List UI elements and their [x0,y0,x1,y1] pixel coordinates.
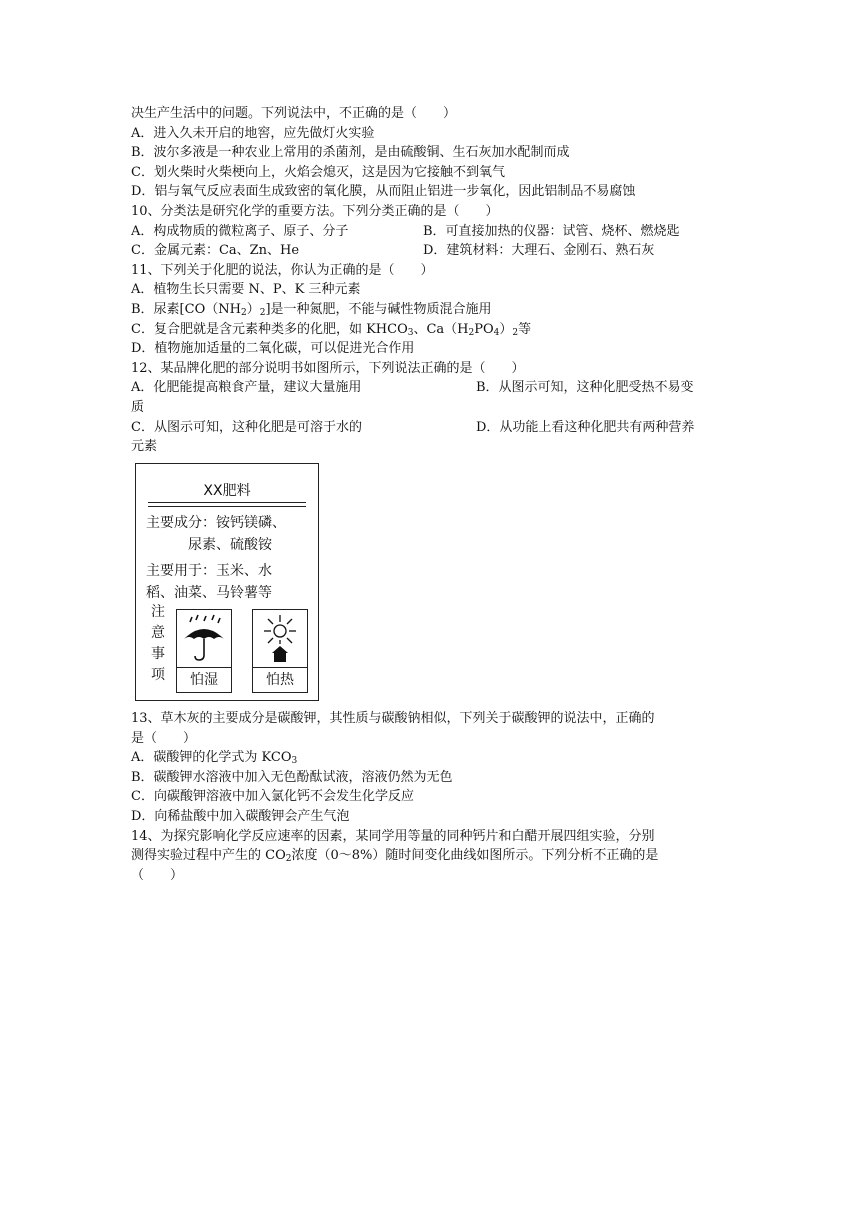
q9-option-c: C．划火柴时火柴梗向上，火焰会熄灭，这是因为它接触不到氧气 [131,164,505,180]
q11-b-sub: 2 [240,307,247,318]
q13-a-sub: 3 [291,756,298,767]
q11-option-a: A．植物生长只需要 N、P、K 三种元素 [131,282,361,298]
use-line-1: 主要用于：玉米、水 [146,563,272,579]
q12-options-ab [131,378,731,398]
q11-option-b [131,300,731,320]
fear-moisture-box [176,609,232,693]
q11-c-sub3: 4 [493,327,500,338]
fear-heat-caption: 怕热 [253,667,307,692]
q10-option-a: A．构成物质的微粒离子、原子、分子 [131,223,349,239]
q14-stem-2 [131,846,731,866]
q14-sub: 2 [285,854,292,865]
fear-moisture-caption: 怕湿 [177,667,231,692]
sun-heat-icon [256,613,304,665]
ingredients-line-2: 尿素、硫酸铵 [188,537,272,553]
q12-options-cd [131,418,731,438]
q13-option-c: C．向碳酸钾溶液中加入氯化钙不会发生化学反应 [131,789,414,805]
notes-char-4: 项 [151,667,165,683]
q12-option-d-wrap: 元素 [131,439,158,455]
q9-option-d: D．铝与氧气反应表面生成致密的氧化膜，从而阻止铝进一步氧化，因此铝制品不易腐蚀 [131,184,636,200]
q11-stem: 11、下列关于化肥的说法，你认为正确的是（ ） [131,262,434,278]
q9-continuation: 决生产生活中的问题。下列说法中，不正确的是（ ） [131,106,457,121]
q11-option-d: D．植物施加适量的二氧化碳，可以促进光合作用 [131,341,415,357]
q12-option-b-wrap: 质 [131,399,145,415]
fear-heat-box [252,609,308,693]
q11-b-text3: ]是一种氮肥，不能与碱性物质混合施用 [265,301,492,317]
q10-option-d: D．建筑材料：大理石、金刚石、熟石灰 [423,243,655,259]
q11-c-sub: 3 [407,327,414,338]
q11-b-sub2: 2 [259,307,266,318]
q10-option-c: C．金属元素：Ca、Zn、He [131,243,300,259]
q12-option-a: A．化肥能提高粮食产量，建议大量施用 [131,380,362,396]
q13-option-b: B．碳酸钾水溶液中加入无色酚酞试液，溶液仍然为无色 [131,769,453,785]
title-rule-2 [148,506,306,507]
q10-option-b: B．可直接加热的仪器：试管、烧杯、燃烧匙 [423,223,680,239]
q10-stem: 10、分类法是研究化学的重要方法。下列分类正确的是（ ） [131,203,499,219]
fertilizer-label-figure [135,463,319,701]
q14-stem-1: 14、为探究影响化学反应速率的因素，某同学用等量的同种钙片和白醋开展四组实验，分别 [131,828,655,844]
q12-option-b: B．从图示可知，这种化肥受热不易变 [476,380,694,396]
q9-option-b: B．波尔多液是一种农业上常用的杀菌剂，是由硫酸铜、生石灰加水配制而成 [131,145,570,161]
q11-c-text4: ） [499,321,513,337]
q11-c-text3: PO [474,321,494,337]
q14-text2: 浓度（0～8%）随时间变化曲线如图所示。下列分析不正确的是 [291,848,659,864]
q11-c-sub2: 2 [468,327,475,338]
q13-option-d: D．向稀盐酸中加入碳酸钾会产生气泡 [131,808,350,824]
use-line-2: 稻、油菜、马铃薯等 [146,585,272,601]
q11-c-text2: 、Ca（H [413,321,469,337]
q12-option-c: C．从图示可知，这种化肥是可溶于水的 [131,419,362,435]
q12-stem: 12、某品牌化肥的部分说明书如图所示，下列说法正确的是（ ） [131,360,525,376]
notes-char-2: 意 [151,625,165,641]
q11-c-text: C．复合肥就是含元素种类多的化肥，如 KHCO [131,321,408,337]
q10-options-ab [131,222,731,242]
notes-vertical-label [150,602,166,686]
q11-b-text2: ） [246,301,260,317]
q11-c-sub4: 2 [512,327,519,338]
q14-text: 测得实验过程中产生的 CO [131,848,286,864]
notes-char-3: 事 [151,646,165,662]
q11-b-text: B．尿素[CO（NH [131,301,241,317]
q13-a-text: A．碳酸钾的化学式为 KCO [131,750,292,766]
figure-title: XX肥料 [203,483,251,499]
q11-c-text5: 等 [518,321,532,337]
q13-stem-2: 是（ ） [131,730,197,746]
question-text-2 [131,709,731,885]
q10-options-cd [131,241,731,261]
umbrella-rain-icon [180,613,228,665]
title-rule-1 [148,502,306,503]
q11-option-c [131,320,731,340]
q12-option-d: D．从功能上看这种化肥共有两种营养 [476,419,695,435]
q9-option-a: A．进入久未开启的地窖，应先做灯火实验 [131,125,375,141]
notes-char-1: 注 [151,604,165,620]
q13-stem-1: 13、草木灰的主要成分是碳酸钾，其性质与碳酸钠相似，下列关于碳酸钾的说法中，正确的 [131,711,655,726]
q13-option-a [131,748,731,768]
ingredients-line-1: 主要成分：铵钙镁磷、 [146,515,286,531]
question-text [131,104,731,457]
q14-stem-3: （ ） [131,867,184,883]
